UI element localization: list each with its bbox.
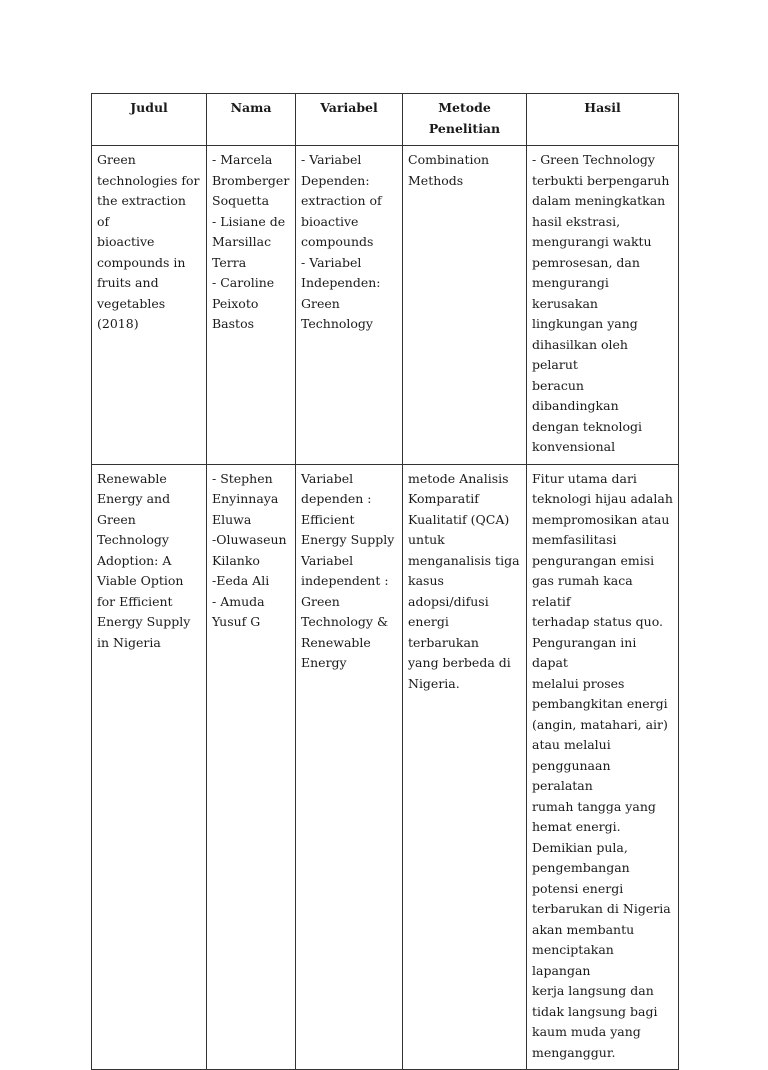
cell-nama: - Stephen Enyinnaya Eluwa -Oluwaseun Kilanko -Eeda Ali - Amuda Yusuf G [207,464,296,1070]
header-nama: Nama [207,94,296,146]
cell-hasil: - Green Technology terbukti berpengaruh dalam meningkatkan hasil ekstrasi, mengurangi waktu pemrosesan, dan mengurangi kerusakan lingkungan yang dihasilkan oleh pelarut beracun dibandingkan dengan teknologi konvensional [527,146,679,465]
header-judul: Judul [92,94,207,146]
cell-metode: Combination Methods [403,146,527,465]
cell-metode: metode Analisis Komparatif Kualitatif (QCA) untuk menganalisis tiga kasus adopsi/difusi energi terbarukan yang berbeda di Nigeria. [403,464,527,1070]
table-row [92,146,679,465]
cell-judul: Green technologies for the extraction of bioactive compounds in fruits and vegetables (2018) [92,146,207,465]
header-metode-penelitian: Metode Penelitian [403,94,527,146]
table-row [92,464,679,1070]
header-variabel: Variabel [296,94,403,146]
cell-judul: Renewable Energy and Green Technology Adoption: A Viable Option for Efficient Energy Supply in Nigeria [92,464,207,1070]
cell-hasil: Fitur utama dari teknologi hijau adalah mempromosikan atau memfasilitasi pengurangan emisi gas rumah kaca relatif terhadap status quo. Pengurangan ini dapat melalui proses pembangkitan energi (angin, matahari, air) atau melalui penggunaan peralatan rumah tangga yang hemat energi. Demikian pula, pengembangan potensi energi terbarukan di Nigeria akan membantu menciptakan lapangan kerja langsung dan tidak langsung bagi kaum muda yang menganggur. [527,464,679,1070]
cell-nama: - Marcela Bromberger Soquetta - Lisiane de Marsillac Terra - Caroline Peixoto Bastos [207,146,296,465]
cell-variabel: Variabel dependen : Efficient Energy Supply Variabel independent : Green Technology & Renewable Energy [296,464,403,1070]
header-hasil: Hasil [527,94,679,146]
table-header-row [92,94,679,146]
literature-review-table [91,93,679,1070]
cell-variabel: - Variabel Dependen: extraction of bioactive compounds - Variabel Independen: Green Technology [296,146,403,465]
